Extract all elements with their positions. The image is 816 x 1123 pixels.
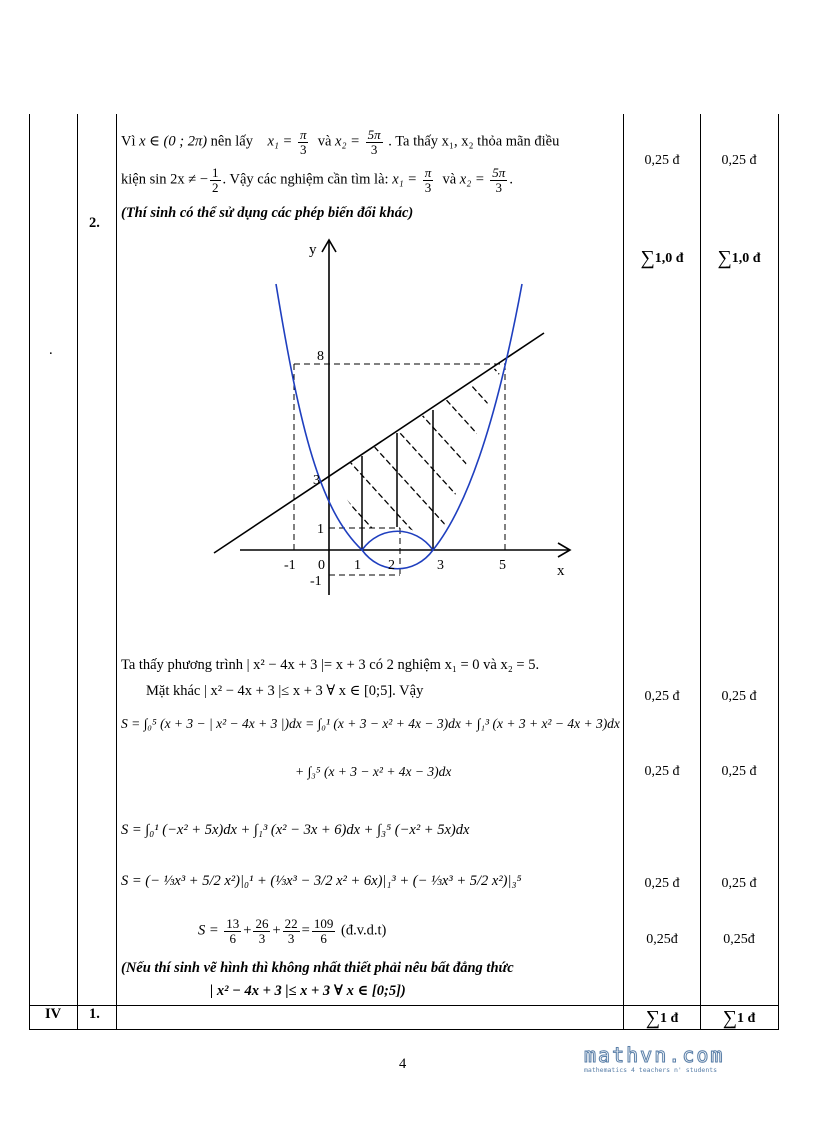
item-number-1: 1. — [89, 1006, 100, 1022]
score-2: 0,25 đ — [721, 153, 757, 168]
score-s4-a: 0,25đ — [646, 932, 678, 947]
score-s3-b: 0,25 đ — [721, 876, 757, 891]
note-drawing-2: | x² − 4x + 3 |≤ x + 3 ∀ x ∈ [0;5]) — [210, 983, 406, 999]
table-col-divider-2 — [116, 114, 117, 1030]
tick-y-8: 8 — [317, 349, 324, 364]
equation-2: + ∫₃⁵ (x + 3 − x² + 4x − 3)dx — [295, 764, 452, 779]
note-transform: (Thí sinh có thể sử dụng các phép biến đổi khác) — [121, 205, 414, 221]
note-drawing-1: (Nếu thí sinh vẽ hình thì không nhất thiết phải nêu bất đẳng thức — [121, 960, 514, 976]
tick-x-1: 1 — [354, 558, 361, 573]
score-s1-a: 0,25 đ — [644, 689, 680, 704]
solution-line-2: Mặt khác | x² − 4x + 3 |≤ x + 3 ∀ x ∈ [0;5]. Vậy — [146, 683, 424, 699]
tick-x-0: 0 — [318, 558, 325, 573]
tick-x-3: 3 — [437, 558, 444, 573]
score-s2-b: 0,25 đ — [721, 764, 757, 779]
score-s2-a: 0,25 đ — [644, 764, 680, 779]
tick-x-5: 5 — [499, 558, 506, 573]
line-y-x-plus-3 — [214, 333, 544, 553]
stray-dot: . — [49, 342, 53, 358]
axis-label-y: y — [309, 242, 317, 258]
logo-text: mathvn.com — [584, 1043, 725, 1067]
equation-4: S = (− ⅓x³ + 5/2 x²)|₀¹ + (⅓x³ − 3/2 x² + 6x)|₁³ + (− ⅓x³ + 5/2 x²)|₃⁵ — [121, 873, 522, 889]
guide-lines — [294, 364, 505, 575]
area-graph — [200, 230, 590, 600]
logo-tagline: mathematics 4 teachers n' students — [584, 1066, 718, 1074]
score-s1-b: 0,25 đ — [721, 689, 757, 704]
section-iv: IV — [45, 1006, 62, 1022]
axis-label-x: x — [557, 563, 565, 579]
text-line-2: kiện sin 2x ≠ − $\frac{1}{2}$ . Vậy các nghiệm cần tìm là: x₁ = $\frac{\pi}{3}$ và x₂ = $\frac{5\pi}{3}$ . — [121, 165, 513, 195]
score-s3-a: 0,25 đ — [644, 876, 680, 891]
equation-3: S = ∫₀¹ (−x² + 5x)dx + ∫₁³ (x² − 3x + 6)dx + ∫₃⁵ (−x² + 5x)dx — [121, 822, 470, 838]
reflected-arc — [362, 531, 433, 550]
sum-score-1: ∑1,0 đ — [640, 247, 684, 269]
hatch-pattern — [310, 300, 570, 570]
tick-y-1: 1 — [317, 522, 324, 537]
tick-x-minus1: -1 — [284, 558, 296, 573]
site-logo — [584, 1044, 764, 1074]
equation-5: S = $\frac{13}{6}$ + $\frac{26}{3}$ + $\frac{22}{3}$ = $\frac{109}{6}$ (đ.v.d.t) — [198, 916, 387, 946]
table-col-divider-1 — [77, 114, 78, 1030]
tick-y-3: 3 — [313, 473, 320, 488]
sum-score-2: ∑1,0 đ — [717, 247, 761, 269]
parabola-curve — [276, 284, 522, 569]
page-number: 4 — [399, 1056, 407, 1072]
table-row-divider — [29, 1005, 779, 1006]
score-s4-b: 0,25đ — [723, 932, 755, 947]
tick-x-2: 2 — [388, 558, 395, 573]
text-line-1: Vì x ∈ (0 ; 2π) nên lấy x₁ = $\frac{\pi}{3}$ và x₂ = $\frac{5\pi}{3}$ . Ta thấy x₁, x₂ thỏa mãn điều — [121, 127, 560, 157]
sum-score-iv-2: ∑1 đ — [722, 1007, 756, 1029]
sum-score-iv-1: ∑1 đ — [645, 1007, 679, 1029]
tick-y-minus1: -1 — [310, 574, 322, 589]
equation-1: S = ∫₀⁵ (x + 3 − | x² − 4x + 3 |)dx = ∫₀¹ (x + 3 − x² + 4x − 3)dx + ∫₁³ (x + 3 + x² − 4x + 3)dx — [121, 716, 620, 731]
solution-line-1: Ta thấy phương trình | x² − 4x + 3 |= x + 3 có 2 nghiệm x₁ = 0 và x₂ = 5. — [121, 657, 540, 673]
score-1: 0,25 đ — [644, 153, 680, 168]
item-number-2: 2. — [89, 215, 100, 231]
